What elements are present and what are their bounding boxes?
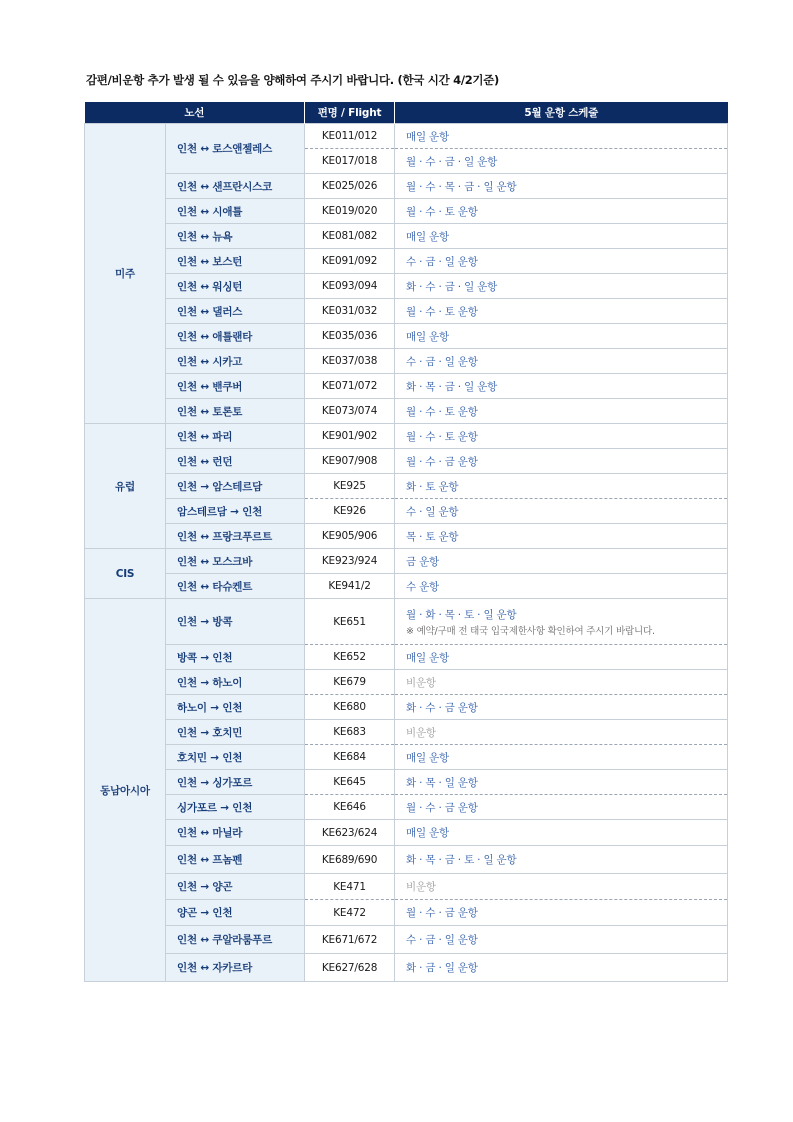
flight-cell: KE925 [305,474,395,499]
schedule-cell: 화 · 목 · 금 · 토 · 일 운항 [395,846,728,874]
schedule-cell: 금 운항 [395,549,728,574]
flight-cell: KE671/672 [305,926,395,954]
flight-cell: KE073/074 [305,399,395,424]
table-row [85,399,728,424]
schedule-note: ※ 예약/구매 전 태국 입국제한사항 확인하여 주시기 바랍니다. [406,625,655,637]
table-row [85,954,728,982]
flight-cell: KE081/082 [305,224,395,249]
schedule-cell [395,599,728,645]
route-cell: 인천 ↔ 댈러스 [166,299,305,324]
schedule-cell: 매일 운항 [395,224,728,249]
schedule-cell: 월 · 수 · 목 · 금 · 일 운항 [395,174,728,199]
header-flight: 편명 / Flight [305,102,395,124]
route-cell: 인천 → 양곤 [166,874,305,900]
region-cell: 유럽 [85,424,166,549]
flight-cell: KE011/012 [305,124,395,149]
flight-cell: KE905/906 [305,524,395,549]
schedule-cell: 수 · 금 · 일 운항 [395,249,728,274]
route-cell: 인천 ↔ 프랑크푸르트 [166,524,305,549]
flight-cell: KE645 [305,770,395,795]
route-cell: 인천 ↔ 토론토 [166,399,305,424]
table-row [85,900,728,926]
header-route: 노선 [85,102,305,124]
route-cell: 암스테르담 → 인천 [166,499,305,524]
schedule-cell: 목 · 토 운항 [395,524,728,549]
schedule-cell: 수 · 일 운항 [395,499,728,524]
flight-cell: KE923/924 [305,549,395,574]
route-cell: 호치민 → 인천 [166,745,305,770]
flight-cell: KE680 [305,695,395,720]
flight-schedule-table [84,102,728,982]
route-cell: 인천 ↔ 애틀랜타 [166,324,305,349]
schedule-cell: 매일 운항 [395,124,728,149]
route-cell: 인천 → 암스테르담 [166,474,305,499]
schedule-cell: 수 · 금 · 일 운항 [395,349,728,374]
table-row [85,349,728,374]
route-cell: 인천 ↔ 뉴욕 [166,224,305,249]
route-cell: 인천 → 하노이 [166,670,305,695]
flight-cell: KE093/094 [305,274,395,299]
route-cell: 인천 ↔ 파리 [166,424,305,449]
flight-cell: KE017/018 [305,149,395,174]
route-cell: 인천 ↔ 런던 [166,449,305,474]
route-cell: 하노이 → 인천 [166,695,305,720]
table-row [85,574,728,599]
region-cell: CIS [85,549,166,599]
table-row [85,745,728,770]
route-cell: 인천 ↔ 시카고 [166,349,305,374]
region-cell: 동남아시아 [85,599,166,982]
schedule-cell: 매일 운항 [395,820,728,846]
flight-cell: KE907/908 [305,449,395,474]
table-row [85,720,728,745]
route-cell: 인천 ↔ 보스턴 [166,249,305,274]
route-cell: 인천 ↔ 모스크바 [166,549,305,574]
schedule-cell: 비운항 [395,720,728,745]
schedule-cell: 월 · 수 · 토 운항 [395,399,728,424]
schedule-cell: 월 · 수 · 금 운항 [395,900,728,926]
flight-cell: KE684 [305,745,395,770]
schedule-cell: 매일 운항 [395,324,728,349]
schedule-text: 월 · 화 · 목 · 토 · 일 운항 [406,608,517,621]
flight-cell: KE025/026 [305,174,395,199]
schedule-cell: 비운항 [395,670,728,695]
route-cell: 인천 ↔ 쿠알라룸푸르 [166,926,305,954]
route-cell: 인천 ↔ 마닐라 [166,820,305,846]
flight-cell: KE941/2 [305,574,395,599]
flight-cell: KE689/690 [305,846,395,874]
table-row [85,474,728,499]
route-cell: 양곤 → 인천 [166,900,305,926]
table-row [85,299,728,324]
table-header-row [85,102,728,124]
table-row [85,795,728,820]
table-row [85,926,728,954]
table-row [85,524,728,549]
flight-cell: KE471 [305,874,395,900]
schedule-cell: 화 · 금 · 일 운항 [395,954,728,982]
table-row [85,174,728,199]
table-row [85,549,728,574]
schedule-cell: 월 · 수 · 금 · 일 운항 [395,149,728,174]
flight-cell: KE652 [305,645,395,670]
flight-cell: KE679 [305,670,395,695]
flight-cell: KE683 [305,720,395,745]
route-cell: 인천 ↔ 자카르타 [166,954,305,982]
table-row [85,249,728,274]
schedule-cell: 비운항 [395,874,728,900]
flight-cell: KE019/020 [305,199,395,224]
schedule-cell: 매일 운항 [395,645,728,670]
table-row [85,874,728,900]
route-cell: 인천 ↔ 워싱턴 [166,274,305,299]
route-cell: 인천 ↔ 타슈켄트 [166,574,305,599]
flight-cell: KE646 [305,795,395,820]
schedule-cell: 화 · 목 · 금 · 일 운항 [395,374,728,399]
flight-cell: KE035/036 [305,324,395,349]
flight-cell: KE901/902 [305,424,395,449]
schedule-cell: 수 운항 [395,574,728,599]
schedule-cell: 매일 운항 [395,745,728,770]
schedule-cell: 월 · 수 · 토 운항 [395,299,728,324]
schedule-cell: 월 · 수 · 토 운항 [395,199,728,224]
flight-cell: KE627/628 [305,954,395,982]
table-row [85,499,728,524]
route-cell: 인천 → 싱가포르 [166,770,305,795]
route-cell: 인천 ↔ 밴쿠버 [166,374,305,399]
schedule-cell: 월 · 수 · 금 운항 [395,449,728,474]
table-row [85,199,728,224]
schedule-cell: 월 · 수 · 토 운항 [395,424,728,449]
table-row [85,599,728,645]
route-cell: 방콕 → 인천 [166,645,305,670]
table-row [85,274,728,299]
schedule-cell: 화 · 수 · 금 운항 [395,695,728,720]
route-cell: 싱가포르 → 인천 [166,795,305,820]
route-cell: 인천 ↔ 로스앤젤레스 [166,124,305,174]
table-row [85,374,728,399]
notice-text: 감편/비운항 추가 발생 될 수 있음을 양해하여 주시기 바랍니다. (한국 시간 4/2기준) [86,73,500,87]
header-schedule: 5월 운항 스케줄 [395,102,728,124]
schedule-cell: 화 · 목 · 일 운항 [395,770,728,795]
table-row [85,770,728,795]
flight-cell: KE037/038 [305,349,395,374]
flight-cell: KE091/092 [305,249,395,274]
region-cell: 미주 [85,124,166,424]
flight-cell: KE472 [305,900,395,926]
table-row [85,124,728,149]
flight-cell: KE623/624 [305,820,395,846]
route-cell: 인천 ↔ 샌프란시스코 [166,174,305,199]
route-cell: 인천 → 호치민 [166,720,305,745]
flight-cell: KE031/032 [305,299,395,324]
schedule-cell: 화 · 토 운항 [395,474,728,499]
schedule-cell: 월 · 수 · 금 운항 [395,795,728,820]
table-row [85,324,728,349]
table-row [85,846,728,874]
flight-cell: KE651 [305,599,395,645]
table-row [85,449,728,474]
table-row [85,645,728,670]
flight-cell: KE926 [305,499,395,524]
flight-cell: KE071/072 [305,374,395,399]
table-row [85,670,728,695]
table-row [85,424,728,449]
schedule-cell: 수 · 금 · 일 운항 [395,926,728,954]
table-row [85,820,728,846]
route-cell: 인천 → 방콕 [166,599,305,645]
route-cell: 인천 ↔ 프놈펜 [166,846,305,874]
schedule-cell: 화 · 수 · 금 · 일 운항 [395,274,728,299]
table-row [85,695,728,720]
table-row [85,224,728,249]
route-cell: 인천 ↔ 시애틀 [166,199,305,224]
